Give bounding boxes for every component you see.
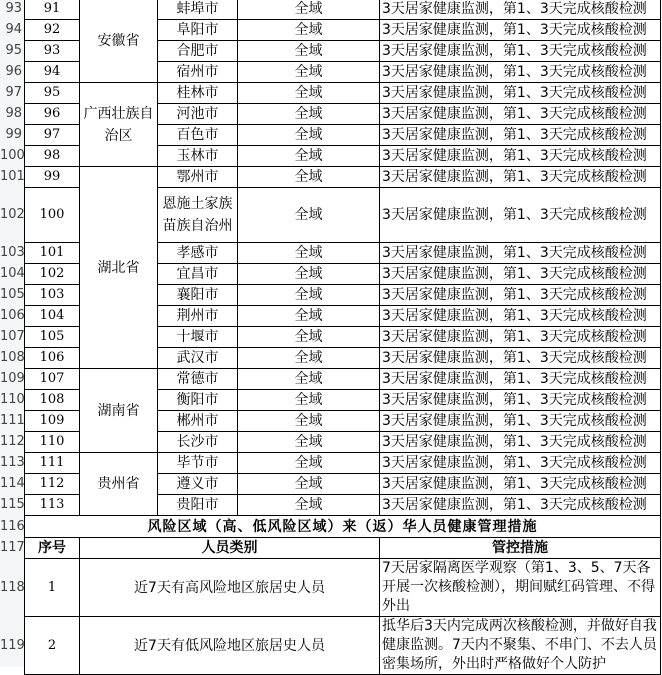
- seq-cell[interactable]: 107: [25, 369, 80, 390]
- scope-cell[interactable]: 全域: [238, 411, 380, 432]
- seq-cell[interactable]: 1: [25, 559, 80, 617]
- scope-cell[interactable]: 全域: [238, 125, 380, 146]
- scope-cell[interactable]: 全域: [238, 432, 380, 453]
- measure-cell[interactable]: 3天居家健康监测，第1、3天完成核酸检测: [380, 264, 661, 285]
- city-cell[interactable]: 鄂州市: [158, 167, 238, 188]
- row-number[interactable]: 95: [5, 43, 22, 58]
- seq-cell[interactable]: 105: [25, 327, 80, 348]
- seq-cell[interactable]: 100: [25, 188, 80, 243]
- measure-cell[interactable]: 3天居家健康监测，第1、3天完成核酸检测: [380, 390, 661, 411]
- measure-cell[interactable]: 3天居家健康监测，第1、3天完成核酸检测: [380, 146, 661, 167]
- section-title[interactable]: 风险区域（高、低风险区域）来（返）华人员健康管理措施: [25, 516, 661, 538]
- seq-cell[interactable]: 2: [25, 617, 80, 675]
- scope-cell[interactable]: 全域: [238, 474, 380, 495]
- seq-cell[interactable]: 110: [25, 432, 80, 453]
- seq-cell[interactable]: 106: [25, 348, 80, 369]
- seq-cell[interactable]: 91: [25, 0, 80, 20]
- row-number[interactable]: 113: [0, 455, 25, 470]
- city-cell[interactable]: 玉林市: [158, 146, 238, 167]
- row-number[interactable]: 111: [0, 413, 25, 428]
- row-number[interactable]: 105: [0, 287, 25, 302]
- row-number[interactable]: 118: [0, 579, 25, 595]
- city-cell[interactable]: 百色市: [158, 125, 238, 146]
- measure-cell[interactable]: 7天居家隔离医学观察（第1、3、5、7天各开展一次核酸检测），期间赋红码管理、不得外出: [380, 559, 661, 617]
- measure-cell[interactable]: 3天居家健康监测，第1、3天完成核酸检测: [380, 0, 661, 20]
- province-cell[interactable]: 湖北省: [80, 167, 158, 369]
- seq-cell[interactable]: 104: [25, 306, 80, 327]
- seq-cell[interactable]: 96: [25, 104, 80, 125]
- header-measure[interactable]: 管控措施: [380, 538, 661, 559]
- city-cell[interactable]: 衡阳市: [158, 390, 238, 411]
- province-cell[interactable]: 贵州省: [80, 453, 158, 516]
- row-number[interactable]: 109: [0, 371, 25, 386]
- header-category[interactable]: 人员类别: [80, 538, 380, 559]
- scope-cell[interactable]: 全域: [238, 285, 380, 306]
- city-cell[interactable]: 十堰市: [158, 327, 238, 348]
- scope-cell[interactable]: 全域: [238, 20, 380, 41]
- seq-cell[interactable]: 92: [25, 20, 80, 41]
- table-body: [25, 0, 661, 675]
- province-cell[interactable]: 安徽省: [80, 0, 158, 83]
- seq-cell[interactable]: 95: [25, 83, 80, 104]
- city-cell[interactable]: 恩施土家族苗族自治州: [158, 188, 238, 243]
- measure-cell[interactable]: 3天居家健康监测，第1、3天完成核酸检测: [380, 411, 661, 432]
- category-cell[interactable]: 近7天有高风险地区旅居史人员: [80, 559, 380, 617]
- city-cell[interactable]: 常德市: [158, 369, 238, 390]
- row-number[interactable]: 102: [0, 207, 25, 222]
- row-number[interactable]: 94: [5, 22, 22, 37]
- table-row: [25, 0, 661, 20]
- scope-cell[interactable]: 全域: [238, 167, 380, 188]
- scope-cell[interactable]: 全域: [238, 188, 380, 243]
- province-cell[interactable]: 广西壮族自治区: [80, 83, 158, 167]
- seq-cell[interactable]: 101: [25, 243, 80, 264]
- measure-cell[interactable]: 3天居家健康监测，第1、3天完成核酸检测: [380, 167, 661, 188]
- table-row: [25, 617, 661, 675]
- seq-cell[interactable]: 98: [25, 146, 80, 167]
- row-number[interactable]: 98: [5, 106, 22, 121]
- seq-cell[interactable]: 102: [25, 264, 80, 285]
- city-cell[interactable]: 贵阳市: [158, 495, 238, 516]
- section-title-row: [25, 516, 661, 538]
- scope-cell[interactable]: 全域: [238, 146, 380, 167]
- measure-cell[interactable]: 3天居家健康监测，第1、3天完成核酸检测: [380, 62, 661, 83]
- row-number[interactable]: 96: [5, 64, 22, 79]
- risk-area-table: [24, 0, 661, 675]
- scope-cell[interactable]: 全域: [238, 41, 380, 62]
- city-cell[interactable]: 武汉市: [158, 348, 238, 369]
- scope-cell[interactable]: 全域: [238, 0, 380, 20]
- seq-cell[interactable]: 109: [25, 411, 80, 432]
- table-row: [25, 559, 661, 617]
- measure-cell[interactable]: 3天居家健康监测，第1、3天完成核酸检测: [380, 369, 661, 390]
- scope-cell[interactable]: 全域: [238, 495, 380, 516]
- city-cell[interactable]: 孝感市: [158, 243, 238, 264]
- measure-cell[interactable]: 3天居家健康监测，第1、3天完成核酸检测: [380, 327, 661, 348]
- scope-cell[interactable]: 全域: [238, 348, 380, 369]
- row-number[interactable]: 103: [0, 245, 25, 260]
- scope-cell[interactable]: 全域: [238, 62, 380, 83]
- row-number[interactable]: 112: [0, 434, 25, 449]
- row-number[interactable]: 99: [5, 127, 22, 142]
- measure-cell[interactable]: 3天居家健康监测，第1、3天完成核酸检测: [380, 306, 661, 327]
- scope-cell[interactable]: 全域: [238, 264, 380, 285]
- measure-cell[interactable]: 3天居家健康监测，第1、3天完成核酸检测: [380, 104, 661, 125]
- seq-cell[interactable]: 93: [25, 41, 80, 62]
- seq-cell[interactable]: 99: [25, 167, 80, 188]
- row-number[interactable]: 110: [0, 392, 25, 407]
- seq-cell[interactable]: 94: [25, 62, 80, 83]
- row-number[interactable]: 100: [0, 148, 25, 163]
- category-cell[interactable]: 近7天有低风险地区旅居史人员: [80, 617, 380, 675]
- city-cell[interactable]: 郴州市: [158, 411, 238, 432]
- measure-cell[interactable]: 3天居家健康监测，第1、3天完成核酸检测: [380, 125, 661, 146]
- row-number-column: [0, 0, 25, 667]
- city-cell[interactable]: 荆州市: [158, 306, 238, 327]
- city-cell[interactable]: 宿州市: [158, 62, 238, 83]
- row-number[interactable]: 101: [0, 169, 25, 184]
- row-number[interactable]: 93: [5, 1, 22, 16]
- measure-cell[interactable]: 3天居家健康监测，第1、3天完成核酸检测: [380, 83, 661, 104]
- scope-cell[interactable]: 全域: [238, 327, 380, 348]
- scope-cell[interactable]: 全域: [238, 306, 380, 327]
- measure-cell[interactable]: 3天居家健康监测，第1、3天完成核酸检测: [380, 495, 661, 516]
- city-cell[interactable]: 长沙市: [158, 432, 238, 453]
- row-number[interactable]: 117: [0, 540, 25, 555]
- row-number[interactable]: 119: [0, 637, 25, 653]
- measure-cell[interactable]: 3天居家健康监测，第1、3天完成核酸检测: [380, 432, 661, 453]
- city-cell[interactable]: 河池市: [158, 104, 238, 125]
- province-cell[interactable]: 湖南省: [80, 369, 158, 453]
- row-number[interactable]: 104: [0, 266, 25, 281]
- measure-cell[interactable]: 3天居家健康监测，第1、3天完成核酸检测: [380, 348, 661, 369]
- city-cell[interactable]: 遵义市: [158, 474, 238, 495]
- row-number[interactable]: 97: [5, 85, 22, 100]
- measure-cell[interactable]: 3天居家健康监测，第1、3天完成核酸检测: [380, 20, 661, 41]
- table-row: [25, 167, 661, 188]
- city-cell[interactable]: 阜阳市: [158, 20, 238, 41]
- row-number[interactable]: 116: [0, 518, 25, 534]
- scope-cell[interactable]: 全域: [238, 453, 380, 474]
- city-cell[interactable]: 毕节市: [158, 453, 238, 474]
- scope-cell[interactable]: 全域: [238, 390, 380, 411]
- scope-cell[interactable]: 全域: [238, 369, 380, 390]
- scope-cell[interactable]: 全域: [238, 243, 380, 264]
- measure-cell[interactable]: 抵华后3天内完成两次核酸检测，并做好自我健康监测。7天内不聚集、不串门、不去人员密集场所，外出时严格做好个人防护: [380, 617, 661, 675]
- row-number[interactable]: 115: [0, 497, 25, 512]
- city-cell[interactable]: 襄阳市: [158, 285, 238, 306]
- row-number[interactable]: 114: [0, 476, 25, 491]
- measure-cell[interactable]: 3天居家健康监测，第1、3天完成核酸检测: [380, 474, 661, 495]
- row-number[interactable]: 106: [0, 308, 25, 323]
- table-row: [25, 453, 661, 474]
- measure-cell[interactable]: 3天居家健康监测，第1、3天完成核酸检测: [380, 453, 661, 474]
- table-row: [25, 83, 661, 104]
- measure-cell[interactable]: 3天居家健康监测，第1、3天完成核酸检测: [380, 188, 661, 243]
- city-cell[interactable]: 桂林市: [158, 83, 238, 104]
- seq-cell[interactable]: 112: [25, 474, 80, 495]
- seq-cell[interactable]: 108: [25, 390, 80, 411]
- seq-cell[interactable]: 111: [25, 453, 80, 474]
- header-seq[interactable]: 序号: [25, 538, 80, 559]
- row-number[interactable]: 108: [0, 350, 25, 365]
- city-cell[interactable]: 宜昌市: [158, 264, 238, 285]
- measure-cell[interactable]: 3天居家健康监测，第1、3天完成核酸检测: [380, 285, 661, 306]
- table-row: [25, 369, 661, 390]
- row-number[interactable]: 107: [0, 329, 25, 344]
- section-header-row: [25, 538, 661, 559]
- scope-cell[interactable]: 全域: [238, 104, 380, 125]
- measure-cell[interactable]: 3天居家健康监测，第1、3天完成核酸检测: [380, 41, 661, 62]
- seq-cell[interactable]: 103: [25, 285, 80, 306]
- measure-cell[interactable]: 3天居家健康监测，第1、3天完成核酸检测: [380, 243, 661, 264]
- seq-cell[interactable]: 113: [25, 495, 80, 516]
- scope-cell[interactable]: 全域: [238, 83, 380, 104]
- city-cell[interactable]: 蚌埠市: [158, 0, 238, 20]
- city-cell[interactable]: 合肥市: [158, 41, 238, 62]
- seq-cell[interactable]: 97: [25, 125, 80, 146]
